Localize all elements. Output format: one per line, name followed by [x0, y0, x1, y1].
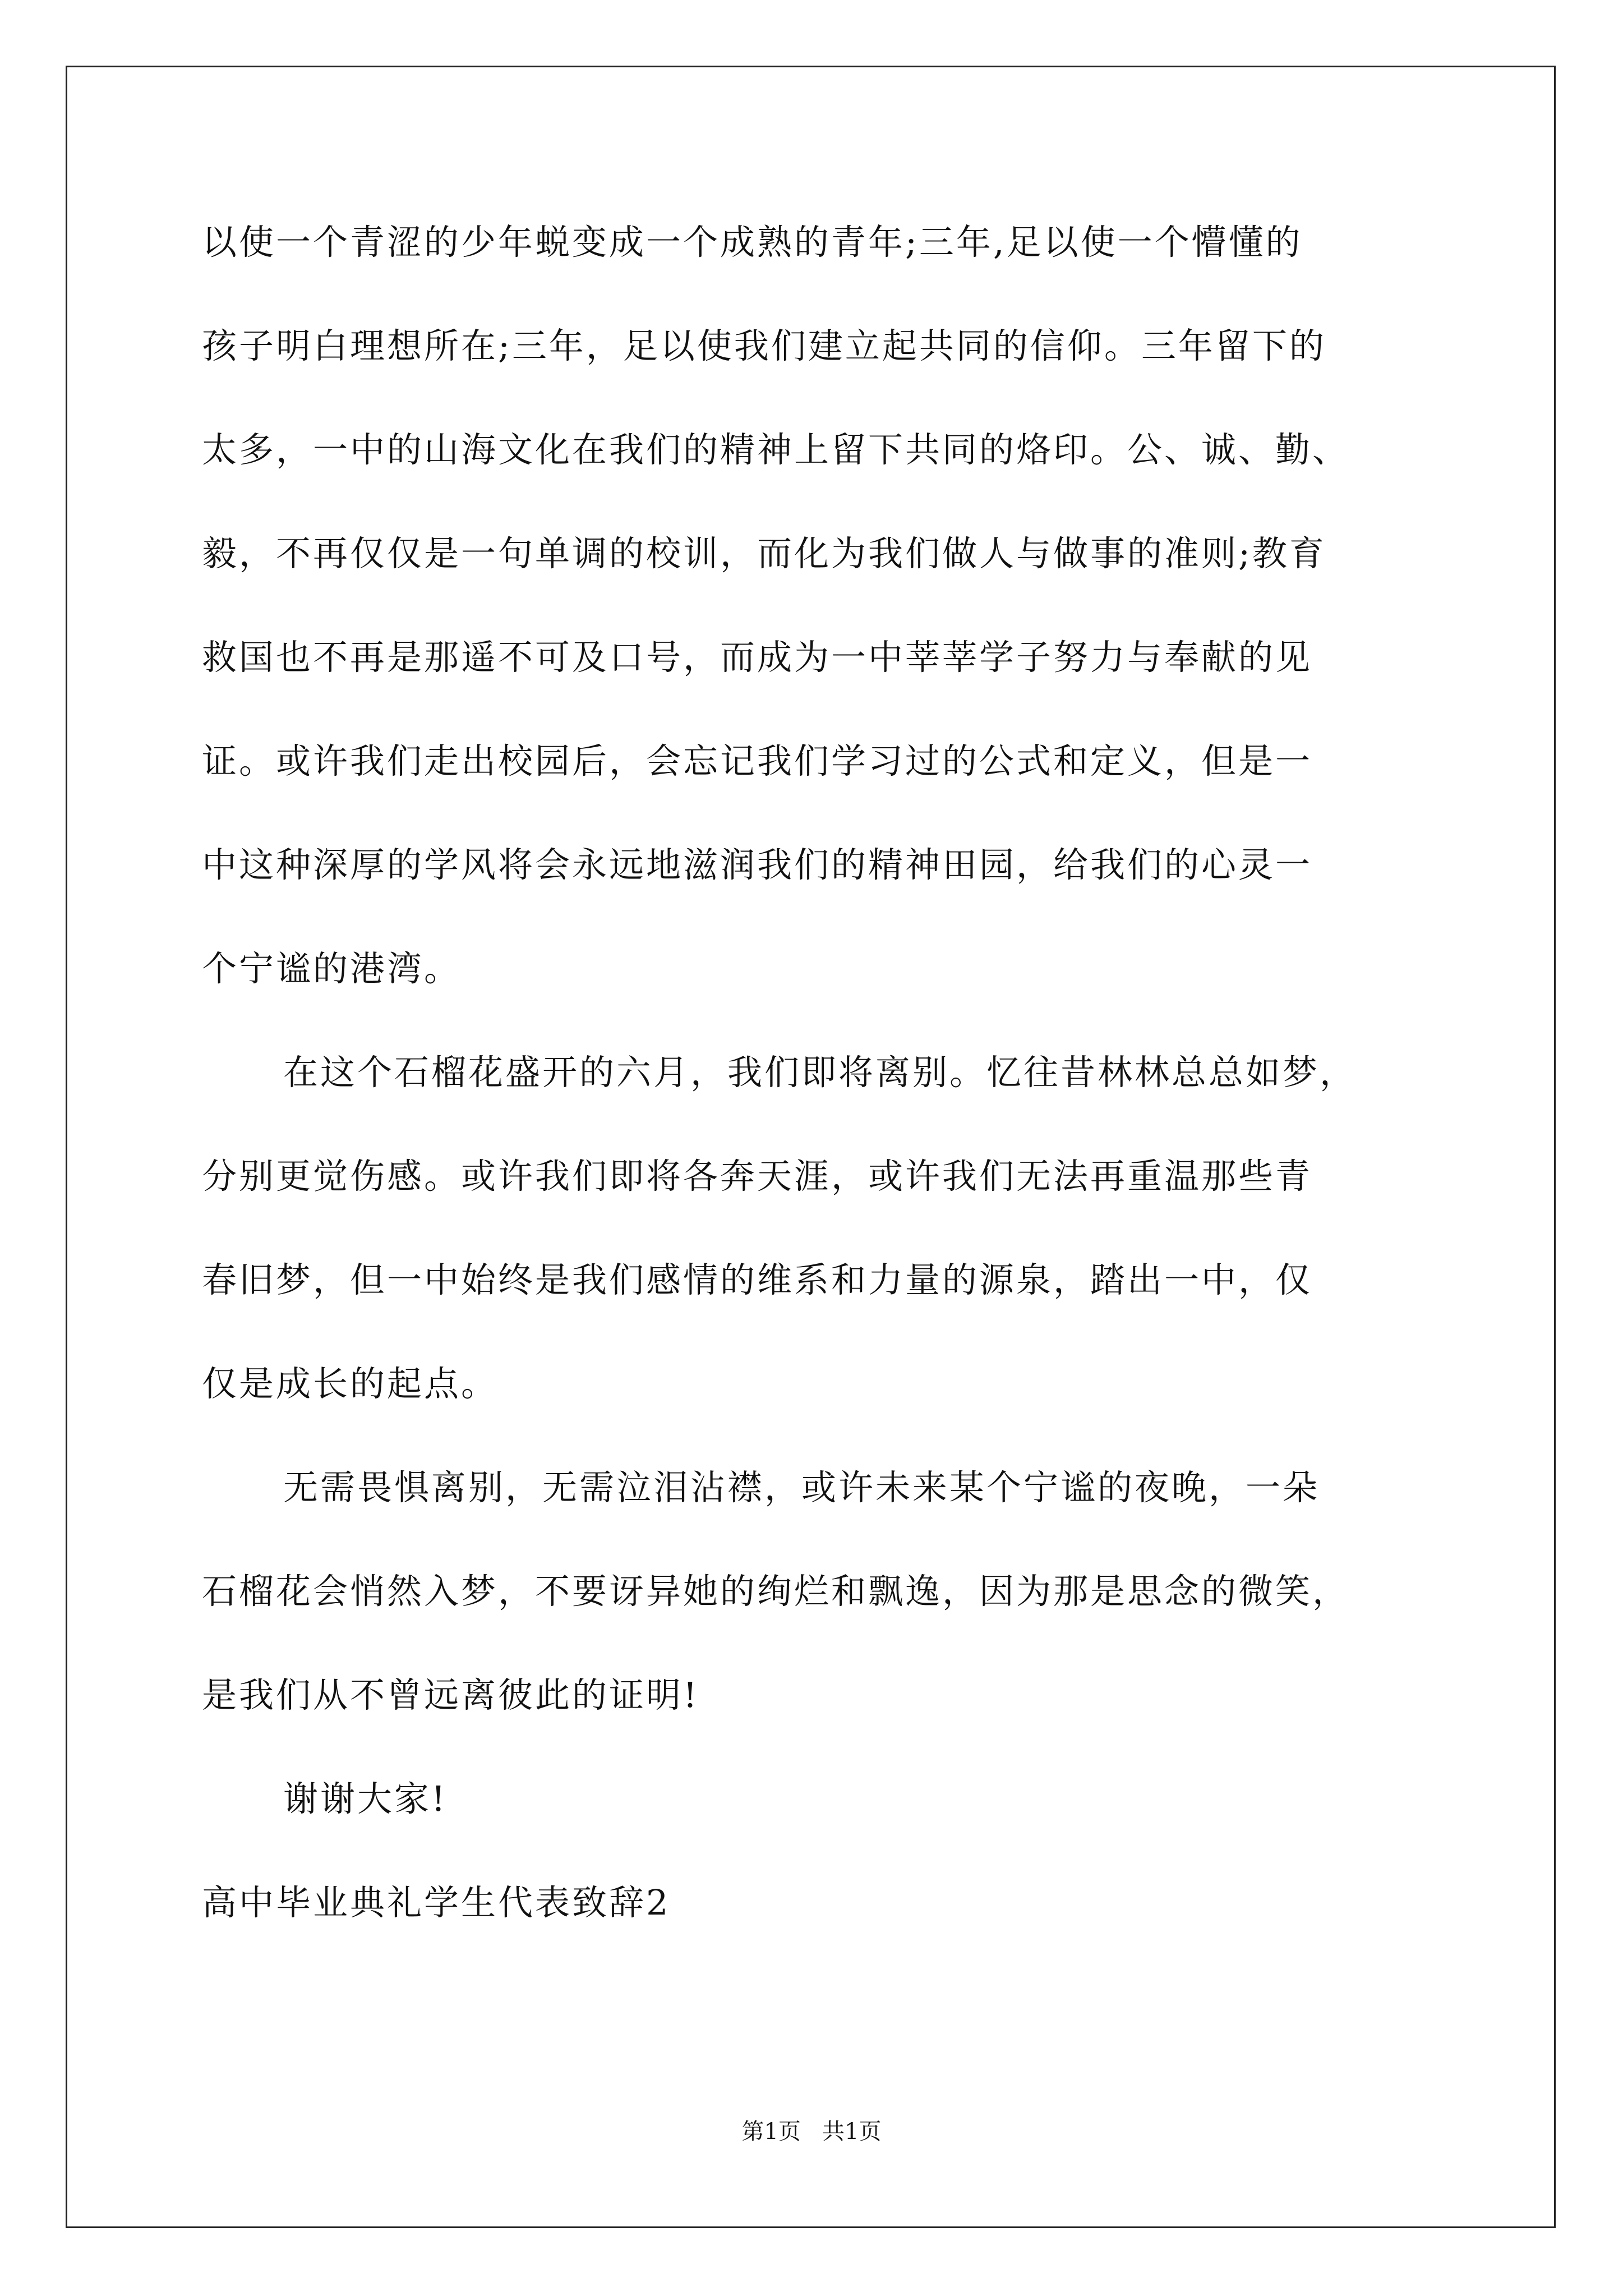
text-line: 在这个石榴花盛开的六月，我们即将离别。忆往昔林林总总如梦， [283, 1052, 1357, 1093]
section-heading: 高中毕业典礼学生代表致辞2 [202, 1882, 671, 1923]
text-line: 无需畏惧离别，无需泣泪沾襟，或许未来某个宁谧的夜晚，一朵 [283, 1467, 1320, 1508]
text-line: 以使一个青涩的少年蜕变成一个成熟的青年;三年,足以使一个懵懂的 [202, 222, 1303, 263]
text-line: 谢谢大家! [283, 1778, 448, 1819]
text-line: 中这种深厚的学风将会永远地滋润我们的精神田园，给我们的心灵一 [202, 844, 1313, 885]
document-body [202, 209, 1447, 1973]
text-line: 仅是成长的起点。 [202, 1363, 499, 1404]
text-line: 证。或许我们走出校园后，会忘记我们学习过的公式和定义，但是一 [202, 740, 1313, 781]
page-footer: 第1页 共1页 [741, 2119, 882, 2145]
text-line: 个宁谧的港湾。 [202, 948, 462, 989]
text-line: 救国也不再是那遥不可及口号，而成为一中莘莘学子努力与奉献的见 [202, 637, 1313, 678]
text-line: 石榴花会悄然入梦，不要讶异她的绚烂和飘逸，因为那是思念的微笑， [202, 1571, 1350, 1612]
text-line: 是我们从不曾远离彼此的证明! [202, 1674, 699, 1715]
paragraph-2 [202, 1039, 1447, 1454]
text-line: 孩子明白理想所在;三年，足以使我们建立起共同的信仰。三年留下的 [202, 325, 1326, 366]
text-line: 太多，一中的山海文化在我们的精神上留下共同的烙印。公、诚、勤、 [202, 429, 1350, 470]
paragraph-1 [202, 209, 1447, 1039]
paragraph-4 [202, 1765, 1447, 1869]
text-line: 春旧梦，但一中始终是我们感情的维系和力量的源泉，踏出一中，仅 [202, 1259, 1313, 1300]
text-line: 毅，不再仅仅是一句单调的校训，而化为我们做人与做事的准则;教育 [202, 533, 1326, 574]
paragraph-3 [202, 1454, 1447, 1765]
text-line: 分别更觉伤感。或许我们即将各奔天涯，或许我们无法再重温那些青 [202, 1156, 1313, 1197]
